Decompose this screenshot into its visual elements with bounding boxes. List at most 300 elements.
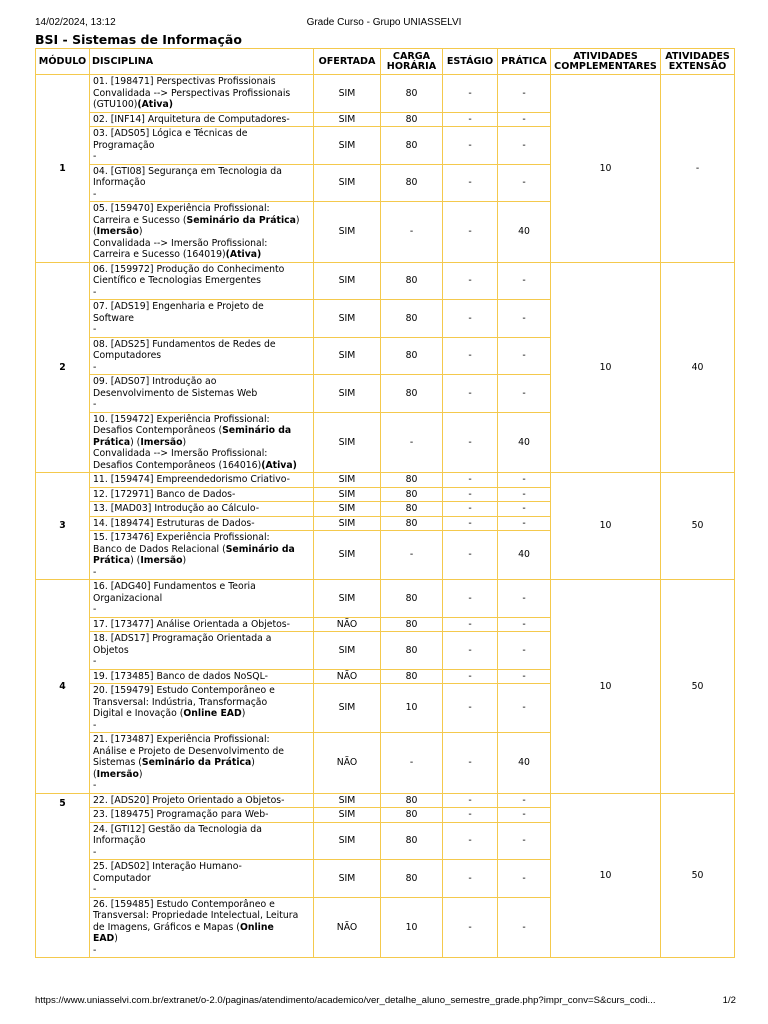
discipline-line — [93, 376, 310, 388]
discipline-text: 12. [172971] Banco de Dados- — [93, 488, 236, 500]
discipline-line — [93, 518, 310, 530]
workload-cell: 10 — [381, 897, 443, 958]
discipline-text: 15. [173476] Experiência Profissional: — [93, 532, 270, 543]
discipline-text: 09. [ADS07] Introdução ao — [93, 376, 217, 387]
discipline-cell — [90, 502, 314, 517]
discipline-text: Sistemas ( — [93, 757, 142, 768]
col-header-atividades-complementares — [551, 49, 661, 75]
discipline-line — [93, 324, 310, 336]
offer-status-cell: SIM — [314, 375, 381, 413]
discipline-line — [93, 128, 310, 140]
extension-activities-cell: - — [661, 75, 735, 263]
internship-cell: - — [443, 487, 498, 502]
practice-cell: - — [498, 262, 551, 300]
discipline-text: - — [93, 719, 97, 731]
workload-cell: 80 — [381, 127, 443, 165]
discipline-text: 19. [173485] Banco de dados NoSQL- — [93, 670, 268, 682]
discipline-text: Análise e Projeto de Desenvolvimento de — [93, 745, 284, 757]
discipline-line — [93, 226, 310, 238]
discipline-text: Digital e Inovação ( — [93, 708, 184, 719]
workload-cell: 80 — [381, 164, 443, 202]
offer-status-cell: SIM — [314, 632, 381, 670]
discipline-text: Convalidada --> Imersão Profissional: — [93, 448, 268, 459]
offer-status-cell: NÃO — [314, 897, 381, 958]
discipline-line — [93, 593, 310, 605]
discipline-cell — [90, 487, 314, 502]
workload-cell: 80 — [381, 75, 443, 113]
discipline-text: ( — [93, 768, 97, 780]
practice-cell: - — [498, 808, 551, 823]
print-title: Grade Curso - Grupo UNIASSELVI — [306, 17, 462, 28]
discipline-text: Científico e Tecnologias Emergentes — [93, 275, 261, 286]
practice-cell: - — [498, 164, 551, 202]
discipline-line — [93, 769, 310, 781]
practice-cell: - — [498, 897, 551, 958]
complementary-activities-cell: 10 — [551, 262, 661, 473]
discipline-text: - — [93, 151, 97, 162]
discipline-bold-text: EAD — [93, 933, 115, 944]
table-row — [36, 580, 735, 618]
practice-cell: - — [498, 632, 551, 670]
discipline-line — [93, 362, 310, 374]
discipline-bold-text: Imersão — [140, 436, 183, 448]
extension-activities-cell: 50 — [661, 473, 735, 580]
practice-cell: - — [498, 502, 551, 517]
internship-cell: - — [443, 793, 498, 808]
workload-cell: - — [381, 733, 443, 794]
module-number: 4 — [36, 580, 90, 794]
table-row — [36, 75, 735, 113]
discipline-text: Convalidada --> Imersão Profissional: — [93, 237, 268, 249]
discipline-line — [93, 388, 310, 400]
discipline-text: 02. [INF14] Arquitetura de Computadores- — [93, 113, 290, 125]
internship-cell: - — [443, 127, 498, 165]
discipline-line — [93, 685, 310, 697]
internship-cell: - — [443, 617, 498, 632]
discipline-line — [93, 503, 310, 515]
offer-status-cell: SIM — [314, 808, 381, 823]
discipline-text: ) ( — [130, 555, 141, 566]
discipline-line — [93, 555, 310, 567]
discipline-text: Convalidada --> Perspectivas Profissionais — [93, 87, 291, 99]
discipline-line — [93, 824, 310, 836]
workload-cell: 80 — [381, 473, 443, 488]
practice-cell: - — [498, 112, 551, 127]
discipline-cell — [90, 112, 314, 127]
discipline-bold-text: Seminário da Prática — [186, 214, 296, 226]
col-header-ae-line2: EXTENSÃO — [668, 60, 727, 72]
offer-status-cell: NÃO — [314, 733, 381, 794]
discipline-line — [93, 249, 310, 261]
discipline-text: 11. [159474] Empreendedorismo Criativo- — [93, 474, 290, 485]
discipline-line — [93, 697, 310, 709]
discipline-cell — [90, 202, 314, 263]
discipline-line — [93, 203, 310, 215]
print-footer — [0, 995, 768, 1009]
discipline-cell — [90, 473, 314, 488]
discipline-text: ) — [182, 555, 187, 566]
col-header-estagio: ESTÁGIO — [443, 49, 498, 75]
discipline-text: Programação — [93, 139, 155, 151]
table-row — [36, 793, 735, 808]
discipline-bold-text: (Ativa) — [261, 459, 297, 471]
discipline-line — [93, 489, 310, 501]
discipline-cell — [90, 632, 314, 670]
discipline-line — [93, 215, 310, 227]
discipline-text: Banco de Dados Relacional ( — [93, 543, 226, 555]
complementary-activities-cell: 10 — [551, 580, 661, 794]
discipline-text: ) — [138, 226, 143, 237]
discipline-line — [93, 448, 310, 460]
discipline-line — [93, 532, 310, 544]
internship-cell: - — [443, 300, 498, 338]
discipline-text: Carreira e Sucesso ( — [93, 214, 187, 226]
offer-status-cell: SIM — [314, 262, 381, 300]
discipline-text: 03. [ADS05] Lógica e Técnicas de — [93, 128, 248, 139]
discipline-line — [93, 645, 310, 657]
workload-cell: 80 — [381, 375, 443, 413]
discipline-text: Informação — [93, 177, 146, 188]
practice-cell: 40 — [498, 412, 551, 473]
discipline-text: 06. [159972] Produção do Conhecimento — [93, 263, 285, 275]
extension-activities-cell: 40 — [661, 262, 735, 473]
workload-cell: 80 — [381, 516, 443, 531]
discipline-text: - — [93, 604, 97, 615]
discipline-text: Objetos — [93, 644, 129, 656]
discipline-line — [93, 809, 310, 821]
col-header-ac-line1: ATIVIDADES — [573, 50, 638, 62]
internship-cell: - — [443, 337, 498, 375]
discipline-text: 07. [ADS19] Engenharia e Projeto de — [93, 301, 264, 312]
discipline-line — [93, 460, 310, 472]
discipline-cell — [90, 262, 314, 300]
internship-cell: - — [443, 262, 498, 300]
practice-cell: - — [498, 337, 551, 375]
discipline-line — [93, 76, 310, 88]
discipline-bold-text: Seminário da — [222, 425, 292, 436]
discipline-bold-text: Seminário da Prática — [141, 757, 252, 768]
internship-cell: - — [443, 516, 498, 531]
workload-cell: 10 — [381, 684, 443, 733]
discipline-text: 26. [159485] Estudo Contemporâneo e — [93, 898, 275, 910]
table-header-row — [36, 49, 735, 75]
discipline-cell — [90, 684, 314, 733]
discipline-text: 13. [MAD03] Introdução ao Cálculo- — [93, 503, 260, 514]
discipline-line — [93, 339, 310, 351]
discipline-text: 08. [ADS25] Fundamentos de Redes de — [93, 338, 276, 350]
discipline-text: - — [93, 656, 97, 667]
discipline-line — [93, 275, 310, 287]
practice-cell: - — [498, 487, 551, 502]
workload-cell: - — [381, 202, 443, 263]
workload-cell: 80 — [381, 580, 443, 618]
internship-cell: - — [443, 502, 498, 517]
discipline-text: ) — [241, 708, 246, 719]
print-url: https://www.uniasselvi.com.br/extranet/o-2.0/paginas/atendimento/academico/ver_detalhe_aluno_semestre_grade.php?impr_conv=S&curs_codi... — [35, 995, 656, 1006]
discipline-cell — [90, 300, 314, 338]
discipline-text: 04. [GTI08] Segurança em Tecnologia da — [93, 165, 282, 177]
workload-cell: - — [381, 531, 443, 580]
practice-cell: - — [498, 580, 551, 618]
workload-cell: 80 — [381, 487, 443, 502]
col-header-carga-line2: HORÁRIA — [386, 60, 437, 72]
discipline-text: Computador — [93, 872, 151, 884]
discipline-text: - — [93, 780, 97, 791]
discipline-text: 05. [159470] Experiência Profissional: — [93, 203, 270, 214]
internship-cell: - — [443, 860, 498, 898]
internship-cell: - — [443, 202, 498, 263]
discipline-line — [93, 99, 310, 111]
discipline-line — [93, 780, 310, 792]
discipline-line — [93, 734, 310, 746]
practice-cell: 40 — [498, 531, 551, 580]
module-number: 2 — [36, 262, 90, 473]
discipline-line — [93, 922, 310, 934]
print-date: 14/02/2024, 13:12 — [35, 17, 116, 28]
discipline-line — [93, 873, 310, 885]
discipline-cell — [90, 412, 314, 473]
discipline-cell — [90, 531, 314, 580]
discipline-line — [93, 581, 310, 593]
discipline-text: - — [93, 286, 97, 298]
offer-status-cell: SIM — [314, 202, 381, 263]
offer-status-cell: SIM — [314, 822, 381, 860]
practice-cell: - — [498, 127, 551, 165]
discipline-line — [93, 933, 310, 945]
discipline-text: - — [93, 188, 97, 200]
discipline-line — [93, 350, 310, 362]
discipline-text: 25. [ADS02] Interação Humano- — [93, 861, 242, 872]
col-header-ac-line2: COMPLEMENTARES — [554, 60, 657, 72]
internship-cell: - — [443, 112, 498, 127]
discipline-text: 20. [159479] Estudo Contemporâneo e — [93, 685, 275, 696]
workload-cell: 80 — [381, 669, 443, 684]
discipline-text: Informação — [93, 835, 146, 846]
internship-cell: - — [443, 808, 498, 823]
practice-cell: - — [498, 860, 551, 898]
discipline-line — [93, 140, 310, 152]
discipline-text: 16. [ADG40] Fundamentos e Teoria — [93, 581, 256, 592]
discipline-cell — [90, 897, 314, 958]
workload-cell: 80 — [381, 793, 443, 808]
col-header-atividades-extensao — [661, 49, 735, 75]
discipline-line — [93, 604, 310, 616]
print-page-number: 1/2 — [722, 995, 736, 1006]
discipline-text: 24. [GTI12] Gestão da Tecnologia da — [93, 823, 262, 835]
discipline-line — [93, 861, 310, 873]
curriculum-table — [35, 48, 735, 958]
discipline-line — [93, 847, 310, 859]
discipline-bold-text: Imersão — [96, 768, 139, 780]
table-body — [36, 75, 735, 958]
discipline-line — [93, 437, 310, 449]
discipline-text: Desafios Contemporâneos (164016) — [93, 459, 262, 471]
discipline-text: - — [93, 566, 97, 578]
offer-status-cell: SIM — [314, 300, 381, 338]
discipline-line — [93, 945, 310, 957]
discipline-text: ) — [114, 933, 118, 944]
discipline-line — [93, 88, 310, 100]
internship-cell: - — [443, 897, 498, 958]
discipline-text: Desenvolvimento de Sistemas Web — [93, 387, 258, 399]
workload-cell: 80 — [381, 262, 443, 300]
discipline-bold-text: (Ativa) — [225, 249, 262, 260]
practice-cell: - — [498, 793, 551, 808]
practice-cell: - — [498, 75, 551, 113]
discipline-text: - — [93, 884, 97, 895]
internship-cell: - — [443, 733, 498, 794]
page-title: BSI - Sistemas de Informação — [35, 32, 242, 47]
discipline-line — [93, 835, 310, 847]
discipline-text: Desafios Contemporâneos ( — [93, 425, 223, 436]
offer-status-cell: SIM — [314, 684, 381, 733]
workload-cell: 80 — [381, 337, 443, 375]
discipline-cell — [90, 617, 314, 632]
discipline-line — [93, 177, 310, 189]
discipline-cell — [90, 808, 314, 823]
practice-cell: - — [498, 684, 551, 733]
discipline-bold-text: Prática — [93, 555, 131, 566]
offer-status-cell: SIM — [314, 337, 381, 375]
offer-status-cell: SIM — [314, 580, 381, 618]
discipline-line — [93, 619, 310, 631]
internship-cell: - — [443, 822, 498, 860]
discipline-cell — [90, 75, 314, 113]
discipline-text: ) — [251, 757, 255, 768]
complementary-activities-cell: 10 — [551, 473, 661, 580]
col-header-carga-line1: CARGA — [392, 50, 431, 62]
workload-cell: 80 — [381, 617, 443, 632]
discipline-cell — [90, 822, 314, 860]
discipline-text: Organizacional — [93, 592, 163, 604]
discipline-line — [93, 399, 310, 411]
practice-cell: 40 — [498, 202, 551, 263]
workload-cell: 80 — [381, 808, 443, 823]
discipline-text: 22. [ADS20] Projeto Orientado a Objetos- — [93, 794, 285, 806]
discipline-line — [93, 166, 310, 178]
discipline-line — [93, 757, 310, 769]
discipline-cell — [90, 733, 314, 794]
discipline-bold-text: Prática — [93, 436, 131, 448]
discipline-bold-text: (Ativa) — [137, 99, 174, 110]
discipline-line — [93, 910, 310, 922]
practice-cell: - — [498, 300, 551, 338]
col-header-pratica: PRÁTICA — [498, 49, 551, 75]
discipline-line — [93, 238, 310, 250]
discipline-bold-text: Imersão — [140, 555, 183, 566]
discipline-line — [93, 720, 310, 732]
practice-cell: - — [498, 473, 551, 488]
discipline-line — [93, 884, 310, 896]
internship-cell: - — [443, 669, 498, 684]
discipline-text: - — [93, 399, 97, 410]
discipline-text: - — [93, 324, 97, 335]
discipline-line — [93, 287, 310, 299]
print-header — [0, 17, 768, 31]
discipline-line — [93, 114, 310, 126]
workload-cell: 80 — [381, 822, 443, 860]
practice-cell: - — [498, 516, 551, 531]
col-header-ofertada: OFERTADA — [314, 49, 381, 75]
col-header-ae-line1: ATIVIDADES — [665, 50, 730, 62]
discipline-cell — [90, 375, 314, 413]
col-header-modulo: MÓDULO — [36, 49, 90, 75]
discipline-text: ) — [138, 768, 143, 780]
complementary-activities-cell: 10 — [551, 75, 661, 263]
offer-status-cell: SIM — [314, 860, 381, 898]
discipline-text: ) — [295, 214, 300, 226]
discipline-cell — [90, 164, 314, 202]
discipline-cell — [90, 580, 314, 618]
internship-cell: - — [443, 412, 498, 473]
extension-activities-cell: 50 — [661, 793, 735, 958]
offer-status-cell: SIM — [314, 412, 381, 473]
offer-status-cell: SIM — [314, 473, 381, 488]
practice-cell: - — [498, 822, 551, 860]
module-number: 1 — [36, 75, 90, 263]
offer-status-cell: SIM — [314, 502, 381, 517]
discipline-bold-text: Seminário da — [225, 543, 295, 555]
discipline-line — [93, 264, 310, 276]
discipline-text: 10. [159472] Experiência Profissional: — [93, 413, 270, 425]
discipline-text: - — [93, 846, 97, 858]
complementary-activities-cell: 10 — [551, 793, 661, 958]
offer-status-cell: SIM — [314, 793, 381, 808]
workload-cell: 80 — [381, 502, 443, 517]
discipline-line — [93, 189, 310, 201]
offer-status-cell: SIM — [314, 112, 381, 127]
practice-cell: 40 — [498, 733, 551, 794]
discipline-line — [93, 795, 310, 807]
discipline-line — [93, 474, 310, 486]
discipline-line — [93, 414, 310, 426]
discipline-text: 21. [173487] Experiência Profissional: — [93, 734, 270, 745]
discipline-cell — [90, 860, 314, 898]
discipline-line — [93, 425, 310, 437]
discipline-cell — [90, 337, 314, 375]
discipline-text: - — [93, 944, 97, 956]
discipline-text: 14. [189474] Estruturas de Dados- — [93, 517, 255, 529]
discipline-text: ) ( — [130, 436, 141, 448]
discipline-text: Transversal: Propriedade Intelectual, Leitura — [93, 910, 299, 921]
col-header-carga-horaria — [381, 49, 443, 75]
discipline-text: 18. [ADS17] Programação Orientada a — [93, 633, 272, 644]
discipline-text: Transversal: Indústria, Transformação — [93, 696, 268, 708]
discipline-text: - — [93, 361, 97, 373]
discipline-line — [93, 708, 310, 720]
offer-status-cell: SIM — [314, 127, 381, 165]
discipline-bold-text: Online EAD — [183, 708, 242, 719]
discipline-line — [93, 313, 310, 325]
discipline-line — [93, 633, 310, 645]
workload-cell: - — [381, 412, 443, 473]
offer-status-cell: NÃO — [314, 669, 381, 684]
workload-cell: 80 — [381, 632, 443, 670]
discipline-text: de Imagens, Gráficos e Mapas ( — [93, 921, 240, 933]
workload-cell: 80 — [381, 300, 443, 338]
col-header-disciplina: DISCIPLINA — [90, 49, 314, 75]
practice-cell: - — [498, 375, 551, 413]
module-number: 5 — [36, 793, 90, 958]
practice-cell: - — [498, 617, 551, 632]
offer-status-cell: SIM — [314, 487, 381, 502]
discipline-cell — [90, 669, 314, 684]
discipline-line — [93, 899, 310, 911]
discipline-line — [93, 301, 310, 313]
internship-cell: - — [443, 632, 498, 670]
offer-status-cell: SIM — [314, 75, 381, 113]
discipline-text: 23. [189475] Programação para Web- — [93, 809, 269, 820]
